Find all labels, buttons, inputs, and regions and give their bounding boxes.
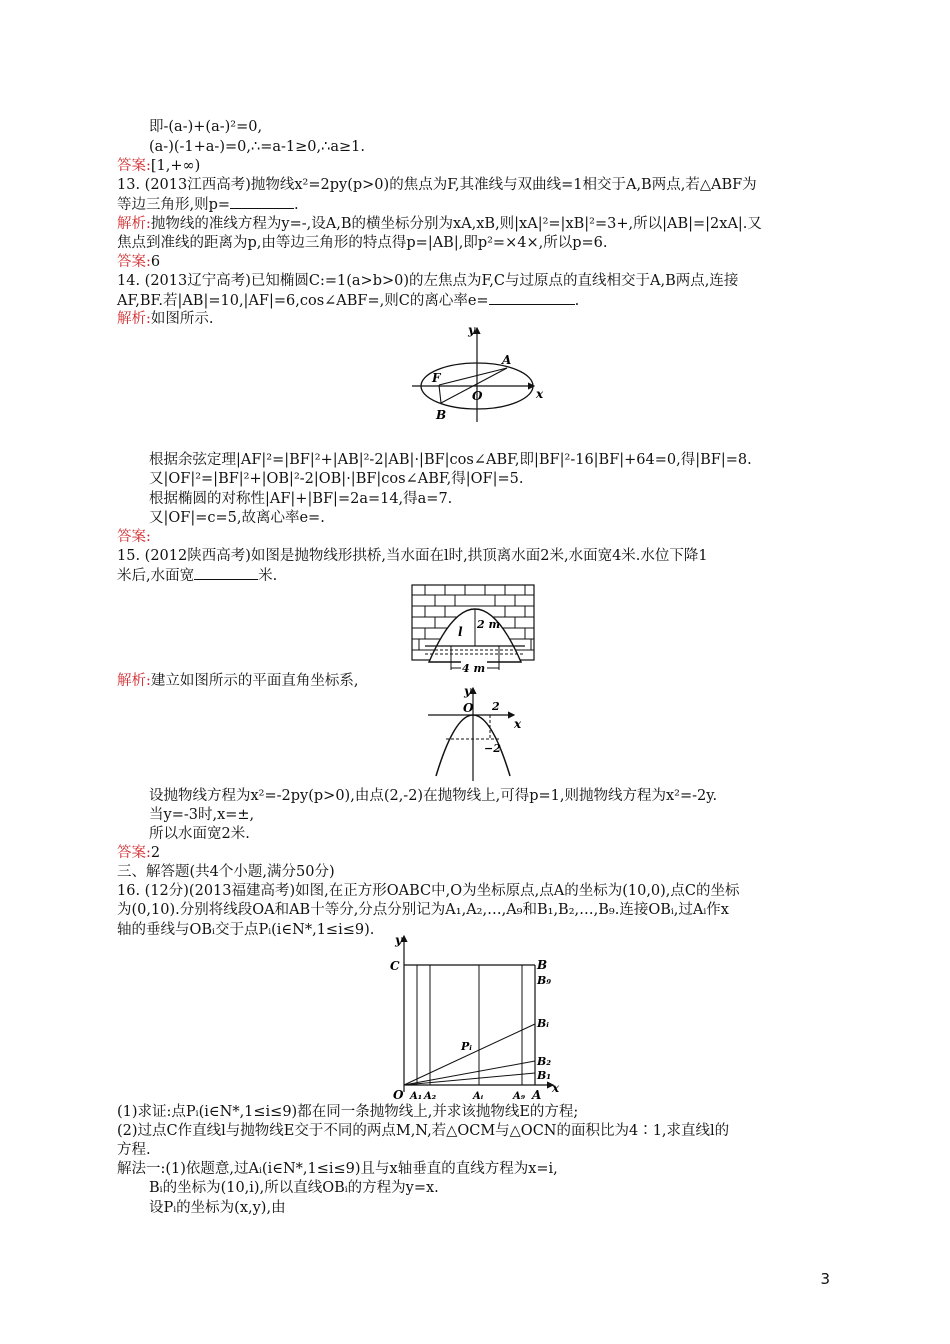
label-2: 2	[492, 700, 500, 713]
question-text: 米.	[258, 568, 278, 584]
answer-label: 答案:	[117, 529, 151, 545]
text-line: 根据余弦定理|AF|²=|BF|²+|AB|²-2|AB|·|BF|cos∠ABF,即|BF|²-16|BF|+64=0,得|BF|=8.	[149, 452, 752, 468]
label-f: F	[432, 371, 441, 385]
text-line: 根据椭圆的对称性|AF|+|BF|=2a=14,得a=7.	[149, 491, 453, 507]
part-1-line: (1)求证:点Pᵢ(i∈N*,1≤i≤9)都在同一条抛物线上,并求该抛物线E的方程;	[117, 1104, 579, 1120]
answer-value: 6	[150, 254, 161, 270]
label-minus2: −2	[484, 742, 501, 755]
label-ai: Aᵢ	[473, 1091, 484, 1100]
solution-line	[117, 672, 359, 690]
label-b2: B₂	[537, 1055, 552, 1068]
solution-text: 如图所示.	[150, 311, 214, 327]
label-a9: A₉	[513, 1091, 526, 1100]
question-16-line: 16. (12分)(2013福建高考)如图,在正方形OABC中,O为坐标原点,点A的坐标为(10,0),点C的坐标	[117, 883, 740, 899]
question-15-line	[117, 566, 277, 585]
segment-af	[439, 368, 507, 385]
label-pi: Pᵢ	[461, 1040, 472, 1053]
fill-blank	[194, 566, 258, 580]
parabola-figure	[428, 684, 528, 786]
answer-line	[117, 528, 151, 546]
label-y: y	[464, 684, 471, 698]
method-line: 设Pᵢ的坐标为(x,y),由	[149, 1200, 286, 1216]
line-ob2	[404, 1061, 535, 1085]
label-a: A	[532, 1088, 542, 1100]
fill-blank	[489, 291, 575, 305]
label-a2: A₂	[424, 1091, 437, 1100]
question-16-line: 轴的垂线与OBᵢ交于点Pᵢ(i∈N*,1≤i≤9).	[117, 922, 375, 938]
label-b1: B₁	[537, 1069, 552, 1082]
label-a: A	[502, 353, 512, 367]
label-2m: 2 m	[477, 618, 501, 631]
text-line: 即-(a-)+(a-)²=0,	[149, 119, 263, 135]
label-b: B	[537, 958, 548, 972]
question-text: .	[574, 293, 580, 309]
label-y: y	[468, 323, 475, 337]
line-ob1	[404, 1073, 535, 1085]
solution-label: 解析:	[117, 311, 151, 327]
question-13-line: 13. (2013江西高考)抛物线x²=2py(p>0)的焦点为F,其准线与双曲线=1相交于A,B两点,若△ABF为	[117, 177, 757, 193]
label-bi: Bᵢ	[537, 1017, 549, 1030]
solution-line	[117, 215, 762, 233]
answer-line	[117, 844, 160, 862]
segment-bf	[439, 385, 441, 403]
text-line: 当y=-3时,x=±,	[149, 807, 255, 823]
method-line: Bᵢ的坐标为(10,i),所以直线OBᵢ的方程为y=x.	[149, 1180, 439, 1196]
answer-label: 答案:	[117, 158, 151, 174]
label-b9: B₉	[537, 974, 552, 987]
solution-line: 焦点到准线的距离为p,由等边三角形的特点得p=|AB|,即p²=×4×,所以p=6.	[117, 235, 608, 251]
label-a1: A₁	[410, 1091, 423, 1100]
text-line: 设抛物线方程为x²=-2py(p>0),由点(2,-2)在抛物线上,可得p=1,则抛物线方程为x²=-2y.	[149, 788, 718, 804]
label-x: x	[514, 717, 522, 731]
solution-label: 解析:	[117, 673, 151, 689]
label-x: x	[536, 387, 544, 401]
question-16-line: 为(0,10).分别将线段OA和AB十等分,分点分别记为A₁,A₂,…,A₉和B₁,B₂,…,B₉.连接OBᵢ,过Aᵢ作x	[117, 902, 729, 918]
label-c: C	[390, 959, 400, 973]
arch-bridge-figure	[411, 584, 535, 680]
question-15-line: 15. (2012陕西高考)如图是抛物线形拱桥,当水面在l时,拱顶离水面2米,水面宽4米.水位下降1	[117, 548, 708, 564]
question-text: 米后,水面宽	[117, 568, 195, 584]
part-2-line: 方程.	[117, 1142, 151, 1158]
question-text: 等边三角形,则p=	[117, 197, 231, 213]
answer-label: 答案:	[117, 845, 151, 861]
solution-text: 抛物线的准线方程为y=-,设A,B的横坐标分别为xA,xB,则|xA|²=|xB|²=3+,所以|AB|=|2xA|.又	[150, 216, 762, 232]
answer-label: 答案:	[117, 254, 151, 270]
question-14-line	[117, 291, 579, 310]
solution-text: 建立如图所示的平面直角坐标系,	[150, 673, 359, 689]
label-o: O	[472, 389, 483, 403]
label-4m: 4 m	[462, 662, 486, 675]
question-text: AF,BF.若|AB|=10,|AF|=6,cos∠ABF=,则C的离心率e=	[117, 293, 489, 309]
text-line: 又|OF|²=|BF|²+|OB|²-2|OB|·|BF|cos∠ABF,得|OF|=5.	[149, 471, 524, 487]
answer-line	[117, 157, 200, 175]
text-line: 所以水面宽2米.	[149, 826, 250, 842]
part-2-line: (2)过点C作直线l与抛物线E交于不同的两点M,N,若△OCM与△OCN的面积比为4∶1,求直线l的	[117, 1123, 730, 1139]
solution-label: 解析:	[117, 216, 151, 232]
page-number: 3	[820, 1270, 830, 1288]
label-x: x	[552, 1081, 560, 1095]
answer-line	[117, 253, 160, 271]
text-line: 又|OF|=c=5,故离心率e=.	[149, 510, 325, 526]
question-14-line: 14. (2013辽宁高考)已知椭圆C:=1(a>b>0)的左焦点为F,C与过原点的直线相交于A,B两点,连接	[117, 273, 739, 289]
section-heading: 三、解答题(共4个小题,满分50分)	[117, 864, 335, 880]
label-b: B	[436, 408, 447, 422]
label-l: l	[458, 625, 463, 639]
label-o: O	[393, 1088, 404, 1100]
text-line: (a-)(-1+a-)=0,∴=a-1≥0,∴a≥1.	[149, 139, 365, 155]
question-13-line	[117, 195, 299, 214]
square-oabc-figure	[385, 932, 565, 1104]
method-line: 解法一:(1)依题意,过Aᵢ(i∈N*,1≤i≤9)且与x轴垂直的直线方程为x=i,	[117, 1161, 558, 1177]
solution-line	[117, 310, 214, 328]
label-o: O	[463, 701, 474, 715]
answer-value: [1,+∞)	[150, 158, 201, 174]
question-text: .	[294, 197, 299, 213]
line-obi	[404, 1024, 535, 1085]
label-y: y	[395, 933, 402, 947]
fill-blank	[230, 195, 294, 209]
ellipse-figure	[412, 322, 547, 428]
answer-value: 2	[150, 845, 161, 861]
